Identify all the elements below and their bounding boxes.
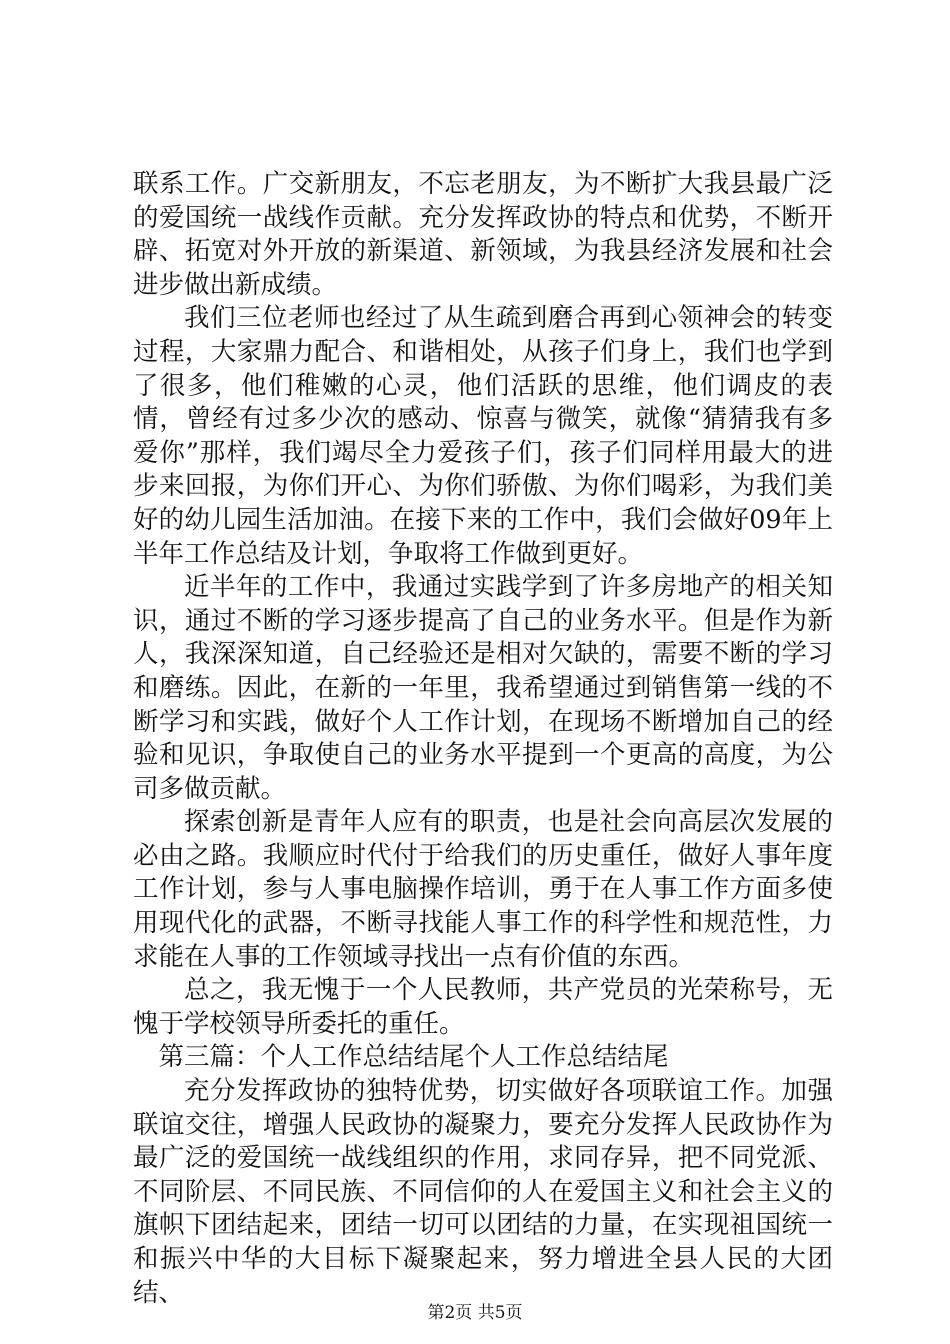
paragraph-continuation: 联系工作。广交新朋友，不忘老朋友，为不断扩大我县最广泛的爱国统一战线作贡献。充分发挥政协的特点和优势，不断开辟、拓宽对外开放的新渠道、新领域，为我县经济发展和社会进步做出新成绩。 (133, 169, 833, 300)
paragraph-teachers: 我们三位老师也经过了从生疏到磨合再到心领神会的转变过程，大家鼎力配合、和谐相处，从孩子们身上，我们也学到了很多，他们稚嫩的心灵，他们活跃的思维，他们调皮的表情，曾经有过多少次的感动、惊喜与微笑，就像“猜猜我有多爱你”那样，我们竭尽全力爱孩子们，孩子们同样用最大的进步来回报，为你们开心、为你们骄傲、为你们喝彩，为我们美好的幼儿园生活加油。在接下来的工作中，我们会做好09年上半年工作总结及计划，争取将工作做到更好。 (133, 303, 833, 569)
paragraph-innovation: 探索创新是青年人应有的职责，也是社会向高层次发展的必由之路。我顺应时代付于给我们的历史重任，做好人事年度工作计划，参与人事电脑操作培训，勇于在人事工作方面多使用现代化的武器，不断寻找能人事工作的科学性和规范性，力求能在人事的工作领域寻找出一点有价值的东西。 (133, 807, 833, 972)
document-body (133, 168, 833, 1310)
paragraph-conclusion: 总之，我无愧于一个人民教师，共产党员的光荣称号，无愧于学校领导所委托的重任。 (133, 975, 833, 1039)
paragraph-united-front: 充分发挥政协的独特优势，切实做好各项联谊工作。加强联谊交往，增强人民政协的凝聚力，要充分发挥人民政协作为最广泛的爱国统一战线组织的作用，求同存异，把不同党派、不同阶层、不同民族、不同信仰的人在爱国主义和社会主义的旗帜下团结起来，团结一切可以团结的力量，在实现祖国统一和振兴中华的大目标下凝聚起来，努力增进全县人民的大团结、 (133, 1076, 833, 1308)
paragraph-real-estate: 近半年的工作中，我通过实践学到了许多房地产的相关知识，通过不断的学习逐步提高了自己的业务水平。但是作为新人，我深深知道，自己经验还是相对欠缺的，需要不断的学习和磨练。因此，在新的一年里，我希望通过到销售第一线的不断学习和实践，做好个人工作计划，在现场不断增加自己的经验和见识，争取使自己的业务水平提到一个更高的高度，为公司多做贡献。 (133, 572, 833, 804)
page-number: 第2页 共5页 (427, 1303, 523, 1323)
section-heading: 第三篇：个人工作总结结尾个人工作总结结尾 (158, 1042, 669, 1073)
